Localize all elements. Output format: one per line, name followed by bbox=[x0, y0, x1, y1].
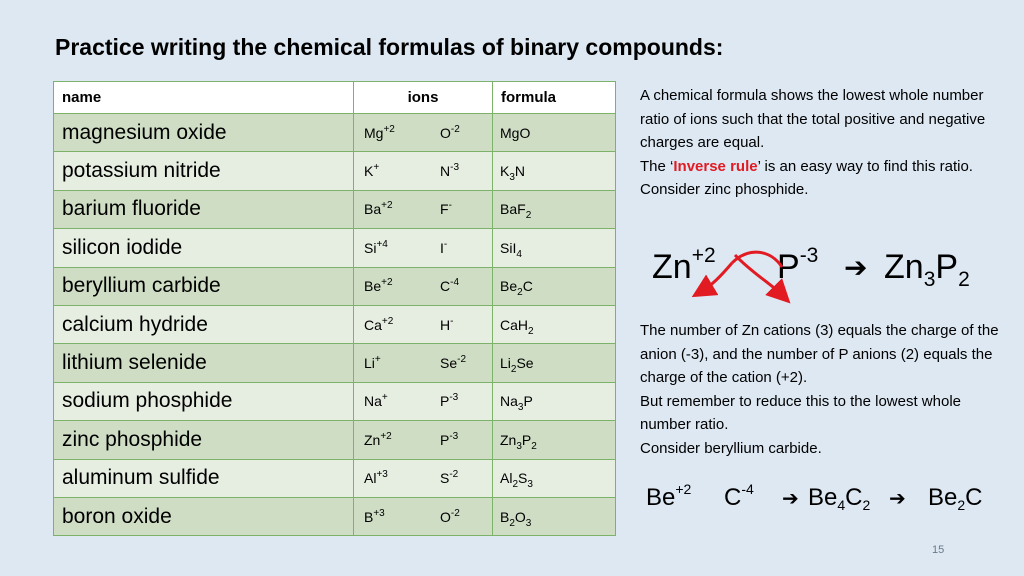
compound-name: barium fluoride bbox=[54, 190, 354, 228]
eq2-cation-charge: +2 bbox=[675, 481, 692, 497]
table-row bbox=[54, 190, 616, 228]
compound-name: lithium selenide bbox=[54, 344, 354, 382]
cation bbox=[364, 163, 379, 179]
table-row bbox=[54, 305, 616, 343]
inverse-rule-suffix: ’ is an easy way to find this ratio. bbox=[757, 157, 973, 175]
anion-symbol: C bbox=[440, 278, 451, 295]
cation-charge: +2 bbox=[381, 200, 393, 212]
formula-element: Zn bbox=[500, 431, 517, 448]
cation-charge: +2 bbox=[383, 123, 395, 135]
compound-name: calcium hydride bbox=[54, 305, 354, 343]
cation-charge: +4 bbox=[376, 238, 388, 250]
ions-cell bbox=[354, 190, 493, 228]
eq2-cation-symbol: Be bbox=[646, 484, 676, 511]
formula-subscript: 3 bbox=[516, 440, 522, 452]
formula bbox=[493, 114, 616, 152]
explanation-text: A chemical formula shows the lowest whole number ratio of ions such that the total positive and negative charges are equal. bbox=[640, 87, 986, 151]
table-row bbox=[54, 229, 616, 267]
header-ions: ions bbox=[354, 82, 493, 114]
formula-element: C bbox=[522, 278, 533, 295]
table-row bbox=[54, 497, 616, 535]
slide-title: Practice writing the chemical formulas of binary compounds: bbox=[55, 34, 724, 60]
formula-element: Al bbox=[500, 470, 513, 487]
eq2-arrow-icon: ➔ bbox=[782, 488, 799, 510]
anion bbox=[440, 393, 458, 409]
formula-element: S bbox=[518, 470, 528, 487]
anion-symbol: O bbox=[440, 124, 451, 141]
compound-name: sodium phosphide bbox=[54, 382, 354, 420]
compound-name: magnesium oxide bbox=[54, 114, 354, 152]
cation bbox=[364, 317, 393, 333]
eq1-product-b: P bbox=[935, 248, 959, 286]
consider-zinc-text: Consider zinc phosphide. bbox=[640, 181, 809, 198]
cation-symbol: Na bbox=[364, 393, 382, 410]
formula-element: BaF bbox=[500, 201, 526, 218]
ions-cell bbox=[354, 344, 493, 382]
formula-element: B bbox=[500, 508, 510, 525]
eq2-mid-b-sub: 2 bbox=[862, 497, 871, 513]
explanation-top bbox=[640, 84, 1000, 202]
compound-name: beryllium carbide bbox=[54, 267, 354, 305]
compound-name: boron oxide bbox=[54, 497, 354, 535]
eq1-product-a-sub: 3 bbox=[923, 268, 936, 291]
formula bbox=[493, 152, 616, 190]
eq1-product-b-sub: 2 bbox=[958, 268, 970, 291]
eq2-final-b: C bbox=[965, 484, 983, 511]
formula-element: MgO bbox=[500, 124, 531, 141]
table-header-row bbox=[54, 82, 616, 114]
anion-symbol: O bbox=[440, 508, 451, 525]
formula-subscript: 2 bbox=[531, 440, 537, 452]
cation-charge: +2 bbox=[381, 277, 393, 289]
formula-element: O bbox=[514, 508, 526, 525]
eq2-final-a: Be bbox=[928, 484, 958, 511]
cation-charge: +3 bbox=[376, 469, 388, 481]
anion-symbol: Se bbox=[440, 355, 458, 372]
anion bbox=[440, 432, 458, 448]
ions-cell bbox=[354, 305, 493, 343]
formula-subscript: 2 bbox=[509, 517, 515, 529]
anion-symbol: H bbox=[440, 316, 451, 333]
anion-charge: -3 bbox=[449, 430, 459, 442]
formula bbox=[493, 229, 616, 267]
anion-symbol: N bbox=[440, 163, 451, 180]
explanation-count-text: The number of Zn cations (3) equals the charge of the anion (-3), and the number of P anions (2) equals the charge of the cation (+2). bbox=[640, 322, 999, 386]
eq2-mid-b: C bbox=[845, 484, 863, 511]
inverse-rule-label: Inverse rule bbox=[673, 157, 758, 175]
anion-charge: -4 bbox=[450, 277, 460, 289]
compound-name: potassium nitride bbox=[54, 152, 354, 190]
table-row bbox=[54, 267, 616, 305]
formula-subscript: 2 bbox=[512, 479, 519, 491]
anion-charge: -3 bbox=[449, 392, 459, 404]
page-number: 15 bbox=[932, 544, 945, 556]
header-name: name bbox=[54, 82, 354, 114]
eq2-anion-symbol: C bbox=[724, 484, 742, 511]
explanation-reduce-text: But remember to reduce this to the lowest whole number ratio. bbox=[640, 392, 961, 433]
anion bbox=[440, 201, 452, 217]
explanation-bottom bbox=[640, 319, 1000, 460]
cation bbox=[364, 509, 385, 525]
formula-element: N bbox=[514, 163, 526, 180]
eq2-mid bbox=[808, 484, 870, 512]
cation-charge: +2 bbox=[380, 430, 392, 442]
formula-element: Na bbox=[500, 393, 518, 410]
eq1-arrow-icon: ➔ bbox=[844, 252, 868, 283]
table-row bbox=[54, 344, 616, 382]
cation-symbol: Ca bbox=[364, 316, 382, 333]
anion-charge: - bbox=[450, 315, 454, 327]
anion-charge: -3 bbox=[450, 162, 460, 174]
anion-charge: -2 bbox=[457, 354, 467, 366]
formula-subscript: 2 bbox=[510, 364, 517, 376]
formula bbox=[493, 190, 616, 228]
eq2-anion bbox=[724, 481, 754, 512]
anion-charge: - bbox=[443, 238, 448, 250]
cation bbox=[364, 432, 392, 448]
formula-subscript: 3 bbox=[525, 517, 532, 529]
anion-symbol: P bbox=[440, 431, 450, 448]
table-row bbox=[54, 152, 616, 190]
eq1-cation-charge: +2 bbox=[691, 244, 716, 267]
formula bbox=[493, 305, 616, 343]
cation-symbol: Mg bbox=[364, 124, 384, 141]
cation-symbol: Al bbox=[364, 470, 377, 487]
cation bbox=[364, 470, 388, 486]
formula-element: K bbox=[500, 163, 510, 180]
formula bbox=[493, 344, 616, 382]
ions-cell bbox=[354, 497, 493, 535]
formula-subscript: 3 bbox=[527, 479, 533, 491]
formula-element: Be bbox=[500, 278, 518, 295]
eq2-final-a-sub: 2 bbox=[957, 497, 966, 513]
anion-charge: -2 bbox=[449, 469, 459, 481]
eq2-cation bbox=[646, 481, 692, 512]
compounds-table bbox=[53, 81, 616, 536]
anion bbox=[440, 470, 458, 486]
anion bbox=[440, 317, 453, 333]
inverse-rule-prefix: The ‘ bbox=[640, 157, 674, 175]
compound-name: silicon iodide bbox=[54, 229, 354, 267]
ions-cell bbox=[354, 152, 493, 190]
cation-symbol: Li bbox=[364, 355, 375, 372]
cation bbox=[364, 125, 395, 141]
eq1-anion-symbol: P bbox=[777, 248, 800, 286]
eq2-final bbox=[928, 484, 983, 512]
formula-element: P bbox=[521, 431, 532, 448]
eq2-mid-a-sub: 4 bbox=[837, 497, 846, 513]
formula-element: Li bbox=[500, 355, 511, 372]
cation bbox=[364, 355, 381, 371]
anion bbox=[440, 125, 460, 141]
formula bbox=[493, 497, 616, 535]
ions-cell bbox=[354, 229, 493, 267]
cation-symbol: Zn bbox=[364, 431, 381, 448]
eq2-mid-a: Be bbox=[808, 484, 838, 511]
cation bbox=[364, 393, 388, 409]
anion-charge: -2 bbox=[450, 507, 460, 519]
formula-element: Se bbox=[516, 355, 534, 372]
anion bbox=[440, 509, 460, 525]
formula bbox=[493, 382, 616, 420]
anion bbox=[440, 163, 459, 179]
formula-subscript: 4 bbox=[516, 248, 522, 260]
cross-arrow-left bbox=[702, 263, 732, 291]
anion-charge: - bbox=[448, 200, 452, 212]
cation-symbol: B bbox=[364, 508, 374, 525]
ions-cell bbox=[354, 459, 493, 497]
table-row bbox=[54, 459, 616, 497]
formula-element: CaH bbox=[500, 316, 529, 333]
compound-name: aluminum sulfide bbox=[54, 459, 354, 497]
inverse-rule-line bbox=[640, 155, 1000, 179]
formula-element: P bbox=[523, 393, 533, 410]
consider-beryllium-text: Consider beryllium carbide. bbox=[640, 439, 822, 457]
formula-subscript: 2 bbox=[525, 210, 532, 222]
formula-subscript: 3 bbox=[509, 172, 515, 184]
table-row bbox=[54, 421, 616, 459]
eq1-cation-symbol: Zn bbox=[652, 248, 692, 286]
cation-charge: +2 bbox=[381, 315, 394, 327]
eq1-anion-charge: -3 bbox=[799, 244, 819, 267]
formula-element: SiI bbox=[500, 239, 517, 256]
cation bbox=[364, 240, 388, 256]
header-formula: formula bbox=[493, 82, 616, 114]
anion-symbol: F bbox=[440, 201, 449, 218]
formula-subscript: 3 bbox=[517, 402, 524, 414]
anion bbox=[440, 278, 459, 294]
compound-name: zinc phosphide bbox=[54, 421, 354, 459]
ions-cell bbox=[354, 114, 493, 152]
cation bbox=[364, 201, 393, 217]
cation-symbol: Be bbox=[364, 278, 382, 295]
eq1-product-a: Zn bbox=[884, 248, 924, 286]
formula bbox=[493, 267, 616, 305]
formula bbox=[493, 421, 616, 459]
cation-charge: + bbox=[373, 162, 380, 174]
anion-charge: -2 bbox=[450, 123, 460, 135]
inverse-rule-cross-arrows-icon bbox=[690, 245, 800, 305]
table-row bbox=[54, 382, 616, 420]
eq2-anion-charge: -4 bbox=[741, 481, 754, 497]
anion-symbol: P bbox=[440, 393, 450, 410]
table-row bbox=[54, 114, 616, 152]
cation-charge: + bbox=[374, 354, 381, 366]
ions-cell bbox=[354, 267, 493, 305]
eq1-product bbox=[884, 248, 970, 291]
cation-symbol: Ba bbox=[364, 201, 382, 218]
cation-symbol: K bbox=[364, 163, 374, 180]
cation-charge: + bbox=[381, 392, 388, 404]
anion bbox=[440, 240, 447, 256]
formula-subscript: 2 bbox=[528, 325, 534, 337]
anion-symbol: S bbox=[440, 470, 450, 487]
cation-charge: +3 bbox=[373, 507, 385, 519]
anion bbox=[440, 355, 466, 371]
cation bbox=[364, 278, 393, 294]
ions-cell bbox=[354, 421, 493, 459]
formula-subscript: 2 bbox=[517, 287, 523, 299]
formula bbox=[493, 459, 616, 497]
beryllium-carbide-equation bbox=[646, 481, 1016, 520]
cation-symbol: Si bbox=[364, 239, 377, 256]
eq2-arrow2-icon: ➔ bbox=[889, 488, 906, 510]
anion-symbol: I bbox=[440, 239, 444, 256]
ions-cell bbox=[354, 382, 493, 420]
cross-arrow-right bbox=[735, 255, 782, 295]
